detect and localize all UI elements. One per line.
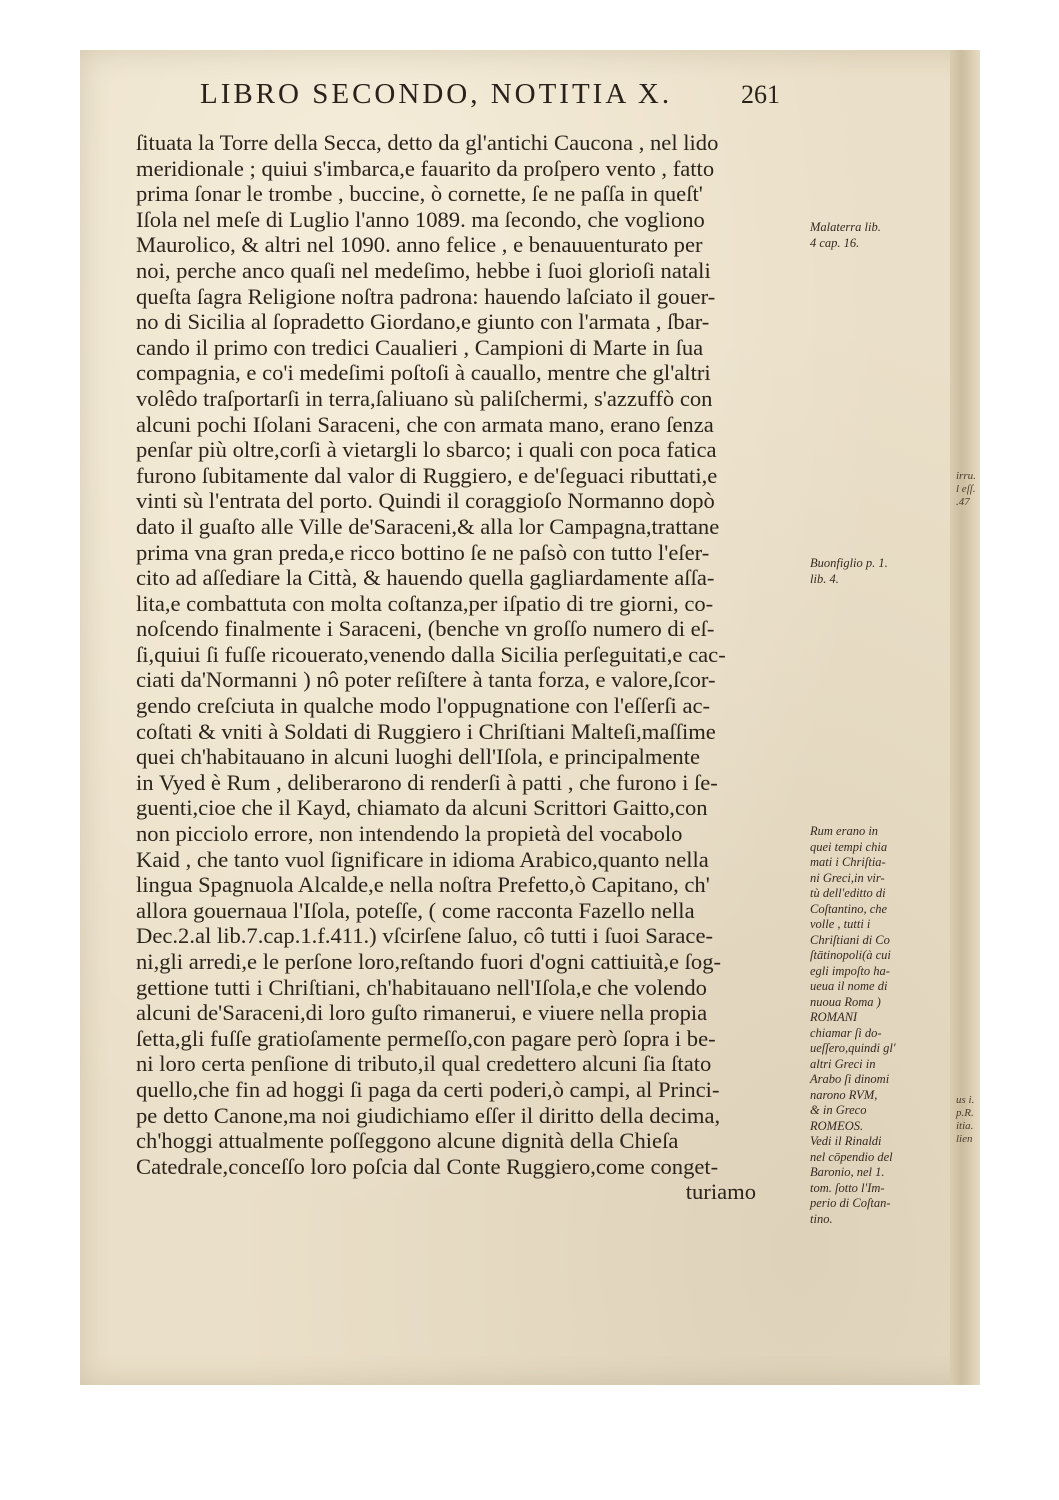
margin-note-line: ROMEOS.: [810, 1118, 864, 1133]
margin-note-line: volle , tutti i: [810, 917, 871, 931]
text-line: furono ſubitamente dal valor di Ruggiero, e de'ſeguaci ributtati,e: [136, 462, 718, 488]
margin-note-line: 4 cap. 16.: [810, 235, 860, 250]
text-line: ciati da'Normanni ) nô poter reſiſtere à tanta forza, e valore,ſcor-: [136, 667, 716, 693]
text-line: alcuni de'Saraceni,di loro guſto rimanerui, e viuere nella propia: [136, 1000, 708, 1026]
margin-note-line: ni Greci,in vir-: [810, 870, 885, 885]
text-line: quei ch'habitauano in alcuni luoghi dell'Iſola, e principalmente: [136, 744, 701, 770]
margin-note-line: Baronio, nel 1.: [810, 1165, 885, 1179]
text-line: pe detto Canone,ma noi giudichiamo eſſer il diritto della decima,: [136, 1102, 721, 1128]
text-line: guenti,cioe che il Kayd, chiamato da alcuni Scrittori Gaitto,con: [136, 795, 708, 821]
text-line: ſi,quiui ſi fuſſe ricouerato,venendo dalla Sicilia perſeguitati,e cac-: [136, 641, 726, 667]
margin-note-line: Chriſtiani di Co: [810, 932, 890, 947]
margin-note-line: Malaterra lib.: [810, 220, 881, 234]
fragment-line: l eſſ.: [956, 483, 976, 495]
text-line: gendo creſciuta in qualche modo l'oppugnatione con l'eſſerſi ac-: [136, 693, 711, 719]
text-line: volêdo traſportarſi in terra,ſaliuano sù paliſchermi, s'azzuffò con: [136, 385, 713, 411]
margin-note-line: tino.: [810, 1211, 833, 1226]
margin-note-line: altri Greci in: [810, 1056, 876, 1071]
margin-note-line: quei tempi chia: [810, 839, 888, 854]
text-line: no di Sicilia al ſopradetto Giordano,e giunto con l'armata , ſbar-: [136, 309, 710, 335]
fragment-line: itia.: [956, 1120, 974, 1132]
text-line: Dec.2.al lib.7.cap.1.f.411.) vſcirſene ſaluo, cô tutti i ſuoi Sarace-: [136, 923, 713, 949]
text-line: coſtati & vniti à Soldati di Ruggiero i Chriſtiani Malteſi,maſſime: [136, 718, 716, 744]
margin-note-line: chiamar ſi do-: [810, 1025, 882, 1040]
adjacent-page-fragment: [956, 470, 976, 509]
text-line: ni,gli arredi,e le perſone loro,reſtando fuori d'ogni cattiuità,e ſog-: [136, 949, 722, 974]
text-line: Maurolico, & altri nel 1090. anno felice , e benauuenturato per: [136, 232, 703, 258]
text-line: cito ad aſſediare la Città, & hauendo quella gagliardamente aſſa-: [136, 565, 715, 591]
text-line: prima ſonar le trombe , buccine, ò cornette, ſe ne paſſa in queſt': [136, 181, 703, 207]
margin-note-line: Vedi il Rinaldi: [810, 1134, 882, 1148]
text-line: meridionale ; quiui s'imbarca,e fauarito da proſpero vento , fatto: [136, 155, 715, 181]
text-line: quello,che fin ad hoggi ſi paga da certi poderi,ò campi, al Princi-: [136, 1076, 720, 1102]
text-line: compagnia, e co'i medeſimi poſtoſi à cauallo, mentre che gl'altri: [136, 360, 711, 386]
fragment-line: us i.: [956, 1094, 975, 1106]
text-line: prima vna gran preda,e ricco bottino ſe ne paſsò con tutto l'eſer-: [136, 539, 710, 565]
catchword: turiamo: [685, 1179, 756, 1205]
fragment-line: .47: [956, 496, 970, 508]
text-line: ſituata la Torre della Secca, detto da gl'antichi Caucona , nel lido: [136, 130, 719, 155]
margin-note-line: mati i Chriſtia-: [810, 855, 886, 869]
margin-note-line: lib. 4.: [810, 571, 839, 586]
text-line: lita,e combattuta con molta coſtanza,per iſpatio di tre giorni, co-: [136, 590, 714, 616]
margin-note-line: perio di Coſtan-: [810, 1196, 891, 1210]
margin-note-rum: [810, 824, 896, 1227]
text-line: non picciolo errore, non intendendo la propietà del vocabolo: [136, 821, 683, 847]
fragment-line: irru.: [956, 470, 976, 482]
margin-note-line: ueſſero,quindi gl': [810, 1041, 896, 1055]
margin-note-line: & in Greco: [810, 1103, 867, 1117]
text-line: gettione tutti i Chriſtiani, ch'habitauano nell'Iſola,e che volendo: [136, 974, 707, 1000]
margin-note-line: Coſtantino, che: [810, 901, 888, 916]
text-line: allora gouernaua l'Iſola, poteſſe, ( come racconta Fazello nella: [136, 897, 695, 923]
margin-note-line: nel cōpendio del: [810, 1149, 893, 1164]
text-line: lingua Spagnuola Alcalde,e nella noſtra Prefetto,ò Capitano, ch': [136, 872, 710, 898]
margin-note-line: ſtātinopoli(à cui: [810, 948, 891, 962]
text-line: noſcendo finalmente i Saraceni, (benche vn groſſo numero di eſ-: [136, 616, 715, 642]
text-line: penſar più oltre,corſi à vietargli lo sbarco; i quali con poca fatica: [136, 437, 717, 463]
margin-note-line: Buonfiglio p. 1.: [810, 556, 888, 570]
text-line: Catedrale,conceſſo loro poſcia dal Conte Ruggiero,come conget-: [136, 1153, 719, 1179]
text-line: ſetta,gli fuſſe gratioſamente permeſſo,con pagare però ſopra i be-: [136, 1025, 716, 1051]
text-line: cando il primo con tredici Caualieri , Campioni di Marte in ſua: [136, 334, 704, 360]
margin-note-line: tom. ſotto l'Im-: [810, 1180, 885, 1195]
margin-note-line: narono RVM,: [810, 1087, 878, 1102]
text-line: Iſola nel meſe di Luglio l'anno 1089. ma ſecondo, che vogliono: [136, 206, 705, 232]
margin-note-line: Rum erano in: [810, 824, 879, 838]
text-line: Kaid , che tanto vuol ſignificare in idioma Arabico,quanto nella: [136, 846, 709, 872]
main-text: [136, 130, 796, 1205]
margin-note-buonfiglio: [810, 556, 888, 587]
text-line: noi, perche anco quaſi nel medeſimo, hebbe i ſuoi glorioſi natali: [136, 257, 711, 283]
text-line: in Vyed è Rum , deliberarono di renderſi à patti , che furono i ſe-: [136, 769, 718, 795]
adjacent-page-fragment: [956, 1094, 974, 1146]
running-title: LIBRO SECONDO, NOTITIA X.: [200, 78, 673, 110]
page-gutter: [950, 50, 980, 1385]
folio-header: [200, 78, 780, 112]
text-line: ch'hoggi attualmente poſſeggono alcune dignità della Chieſa: [136, 1128, 679, 1154]
text-line: queſta ſagra Religione noſtra padrona: hauendo laſciato il gouer-: [136, 283, 716, 309]
margin-note-line: ROMANI: [810, 1010, 858, 1024]
margin-note-line: Arabo ſi dinomi: [810, 1072, 890, 1086]
text-line: ni loro certa penſione di tributo,il qual credettero alcuni ſia ſtato: [136, 1051, 712, 1077]
fragment-line: p.R.: [956, 1107, 974, 1119]
page-number: 261: [741, 80, 780, 109]
text-line: dato il guaſto alle Ville de'Saraceni,& alla lor Campagna,trattane: [136, 513, 720, 539]
margin-note-line: ueua il nome di: [810, 979, 888, 993]
text-line: vinti sù l'entrata del porto. Quindi il coraggioſo Normanno dopò: [136, 488, 715, 514]
text-line: alcuni pochi Iſolani Saraceni, che con armata mano, erano ſenza: [136, 411, 714, 437]
margin-note-line: egli impoſto ha-: [810, 963, 890, 978]
fragment-line: lien: [956, 1133, 973, 1145]
margin-note-line: nuoua Roma ): [810, 994, 881, 1009]
margin-note-malaterra: [810, 220, 881, 251]
margin-note-line: tù dell'editto di: [810, 886, 886, 900]
